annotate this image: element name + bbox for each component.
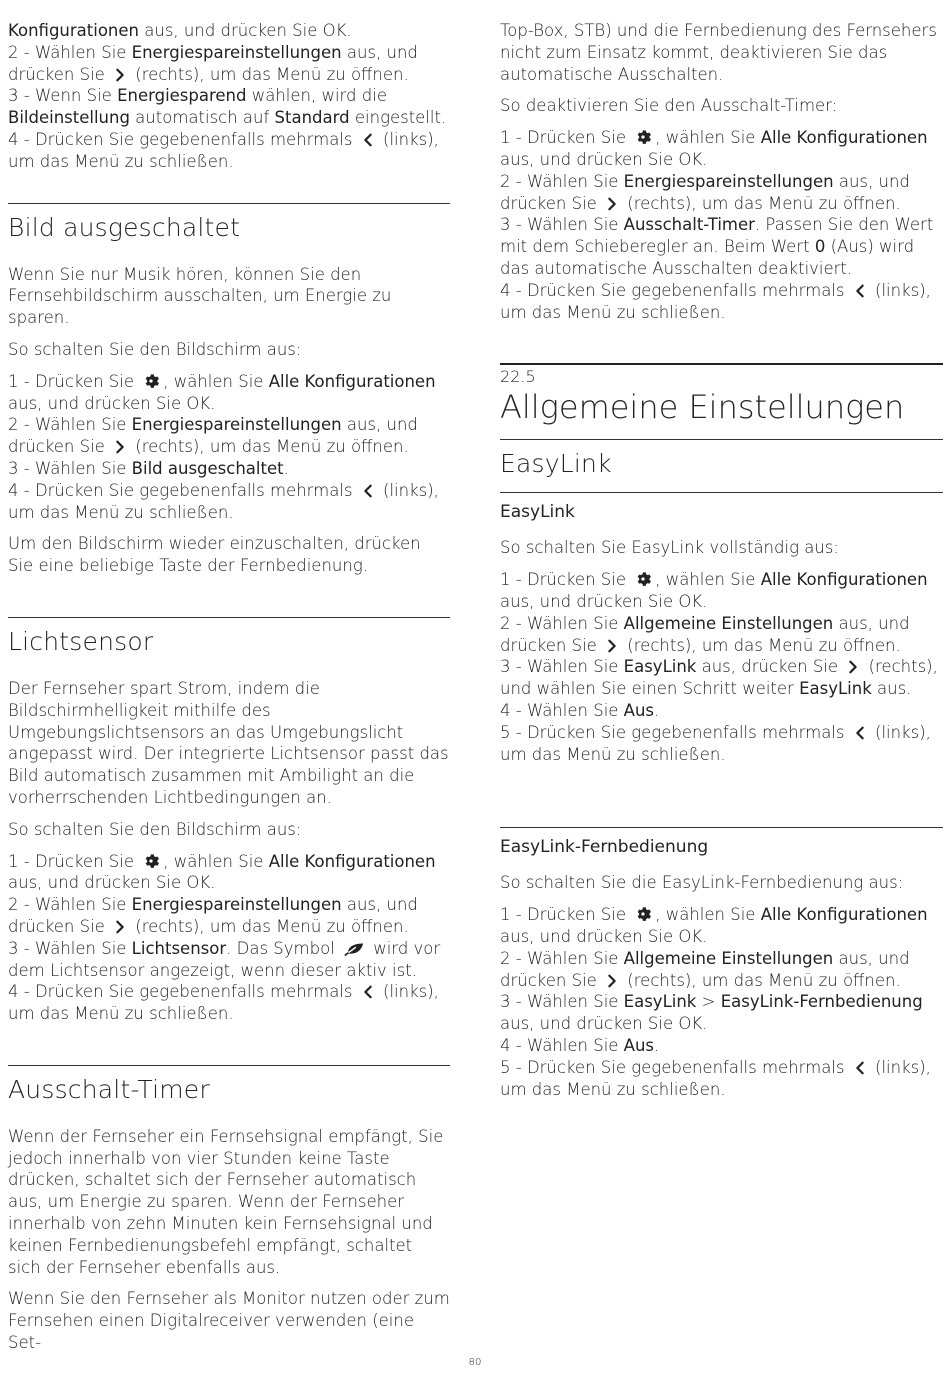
divider	[500, 492, 943, 523]
bild-step-4: 4 - Drücken Sie gegebenenfalls mehrmals (links), um das Menü zu schließen.	[8, 480, 439, 522]
gear-icon	[634, 570, 652, 588]
timer-cont-desc: Top-Box, STB) und die Fernbedienung des Fernsehers nicht zum Einsatz kommt, deaktivieren Sie das automatische Ausschalten.	[500, 21, 937, 84]
chapter-header	[500, 363, 943, 427]
divider	[8, 617, 450, 658]
bild-step-1: 1 - Drücken Sie , wählen Sie Alle Konfigurationen aus, und drücken Sie OK.	[8, 371, 436, 413]
divider	[8, 203, 450, 244]
licht-step-1: 1 - Drücken Sie , wählen Sie Alle Konfigurationen aus, und drücken Sie OK.	[8, 851, 436, 893]
intro-step-3: 3 - Wenn Sie Energiesparend wählen, wird die Bildeinstellung automatisch auf Standard eingestellt.	[8, 86, 447, 128]
bild-howto: So schalten Sie den Bildschirm aus:	[8, 339, 302, 359]
chevron-right-icon	[605, 973, 619, 989]
remote-steps	[500, 904, 943, 1100]
chevron-left-icon	[853, 1060, 867, 1076]
intro-step-2: 2 - Wählen Sie Energiespareinstellungen aus, und drücken Sie (rechts), um das Menü zu öffnen.	[8, 42, 418, 84]
intro-step-4: 4 - Drücken Sie gegebenenfalls mehrmals (links), um das Menü zu schließen.	[8, 129, 439, 171]
chevron-right-icon	[113, 439, 127, 455]
chevron-right-icon	[605, 196, 619, 212]
subsection-title-easylink: EasyLink	[500, 502, 575, 523]
remote-step-3: 3 - Wählen Sie EasyLink > EasyLink-Fernbedienung aus, und drücken Sie OK.	[500, 992, 923, 1034]
timer-step-3: 3 - Wählen Sie Ausschalt-Timer. Passen Sie den Wert mit dem Schieberegler an. Beim Wert 0 (Aus) wird das automatische Ausschalten deaktiviert.	[500, 215, 934, 278]
timer-cont-howto: So deaktivieren Sie den Ausschalt-Timer:	[500, 96, 838, 116]
left-column	[8, 20, 450, 1364]
chevron-right-icon	[113, 919, 127, 935]
chapter-title: Allgemeine Einstellungen	[500, 388, 905, 427]
gear-icon	[634, 905, 652, 923]
bild-desc: Wenn Sie nur Musik hören, können Sie den Fernsehbildschirm ausschalten, um Energie zu sparen.	[8, 264, 392, 328]
divider	[500, 827, 943, 858]
timer-step-1: 1 - Drücken Sie , wählen Sie Alle Konfigurationen aus, und drücken Sie OK.	[500, 128, 928, 169]
easylink-step-3: 3 - Wählen Sie EasyLink aus, drücken Sie (rechts), und wählen Sie einen Schritt weiter EasyLink aus.	[500, 657, 938, 699]
chevron-left-icon	[361, 984, 375, 1000]
chevron-right-icon	[605, 638, 619, 654]
chevron-right-icon	[113, 67, 127, 83]
easylink-howto: So schalten Sie EasyLink vollständig aus:	[500, 538, 839, 558]
bild-outro: Um den Bildschirm wieder einzuschalten, drücken Sie eine beliebige Taste der Fernbedienung.	[8, 534, 421, 576]
section-title-easylink: EasyLink	[500, 449, 612, 479]
right-column	[500, 20, 943, 1110]
chevron-right-icon	[846, 659, 860, 675]
licht-desc: Der Fernseher spart Strom, indem die Bildschirmhelligkeit mithilfe des Umgebungslichtsensors an das Umgebungslicht angepasst wird. Der integrierte Lichtsensor passt das Bild automatisch zusammen mit Ambilight an die vorherrschenden Lichtbedingungen an.	[8, 678, 449, 807]
timer-step-4: 4 - Drücken Sie gegebenenfalls mehrmals (links), um das Menü zu schließen.	[500, 280, 931, 322]
gear-icon	[142, 852, 160, 870]
remote-howto: So schalten Sie die EasyLink-Fernbedienung aus:	[500, 873, 904, 893]
easylink-step-5: 5 - Drücken Sie gegebenenfalls mehrmals (links), um das Menü zu schließen.	[500, 722, 931, 764]
remote-step-1: 1 - Drücken Sie , wählen Sie Alle Konfigurationen aus, und drücken Sie OK.	[500, 905, 928, 946]
chevron-left-icon	[361, 132, 375, 148]
section-title-timer: Ausschalt-Timer	[8, 1074, 210, 1104]
timer-desc-1: Wenn der Fernseher ein Fernsehsignal empfängt, Sie jedoch innerhalb von vier Stunden keine Taste drücken, schaltet sich der Fernseher automatisch aus, um Energie zu sparen. Wenn der Fernseher innerhalb von zehn Minuten kein Fernsehsignal und keinen Fernbedienungsbefehl empfängt, schaltet sich der Fernseher ebenfalls aus.	[8, 1126, 444, 1277]
gear-icon	[634, 128, 652, 146]
easylink-step-4: 4 - Wählen Sie Aus.	[500, 700, 660, 720]
divider	[8, 1065, 450, 1106]
divider	[500, 439, 943, 480]
remote-step-4: 4 - Wählen Sie Aus.	[500, 1035, 660, 1055]
section-title-bild: Bild ausgeschaltet	[8, 212, 241, 242]
licht-step-2: 2 - Wählen Sie Energiespareinstellungen aus, und drücken Sie (rechts), um das Menü zu öffnen.	[8, 895, 418, 936]
intro-steps	[8, 20, 450, 173]
section-title-licht: Lichtsensor	[8, 626, 154, 656]
intro-step-1: Konfigurationen aus, und drücken Sie OK.	[8, 21, 352, 40]
timer-desc-2: Wenn Sie den Fernseher als Monitor nutzen oder zum Fernsehen einen Digitalreceiver verwenden (eine Set-	[8, 1289, 450, 1353]
chevron-left-icon	[853, 725, 867, 741]
easylink-step-1: 1 - Drücken Sie , wählen Sie Alle Konfigurationen aus, und drücken Sie OK.	[500, 570, 928, 611]
licht-steps	[8, 851, 450, 1025]
leaf-icon	[343, 941, 365, 957]
licht-step-3: 3 - Wählen Sie Lichtsensor. Das Symbol wird vor dem Lichtsensor angezeigt, wenn dieser aktiv ist.	[8, 938, 441, 980]
chevron-left-icon	[853, 283, 867, 299]
gear-icon	[142, 372, 160, 390]
bild-step-3: 3 - Wählen Sie Bild ausgeschaltet.	[8, 458, 289, 478]
remote-step-2: 2 - Wählen Sie Allgemeine Einstellungen aus, und drücken Sie (rechts), um das Menü zu öffnen.	[500, 948, 910, 990]
section-number: 22.5	[500, 367, 536, 387]
page-number: 80	[468, 1357, 482, 1368]
bild-step-2: 2 - Wählen Sie Energiespareinstellungen aus, und drücken Sie (rechts), um das Menü zu öffnen.	[8, 415, 418, 457]
licht-howto: So schalten Sie den Bildschirm aus:	[8, 819, 302, 839]
subsection-title-remote: EasyLink-Fernbedienung	[500, 837, 709, 858]
bild-steps	[8, 371, 450, 524]
timer-step-2: 2 - Wählen Sie Energiespareinstellungen aus, und drücken Sie (rechts), um das Menü zu öffnen.	[500, 171, 910, 213]
easylink-steps	[500, 569, 943, 765]
licht-step-4: 4 - Drücken Sie gegebenenfalls mehrmals (links), um das Menü zu schließen.	[8, 982, 439, 1024]
timer-steps	[500, 127, 943, 323]
chevron-left-icon	[361, 483, 375, 499]
easylink-step-2: 2 - Wählen Sie Allgemeine Einstellungen aus, und drücken Sie (rechts), um das Menü zu öffnen.	[500, 613, 910, 655]
remote-step-5: 5 - Drücken Sie gegebenenfalls mehrmals (links), um das Menü zu schließen.	[500, 1057, 931, 1099]
